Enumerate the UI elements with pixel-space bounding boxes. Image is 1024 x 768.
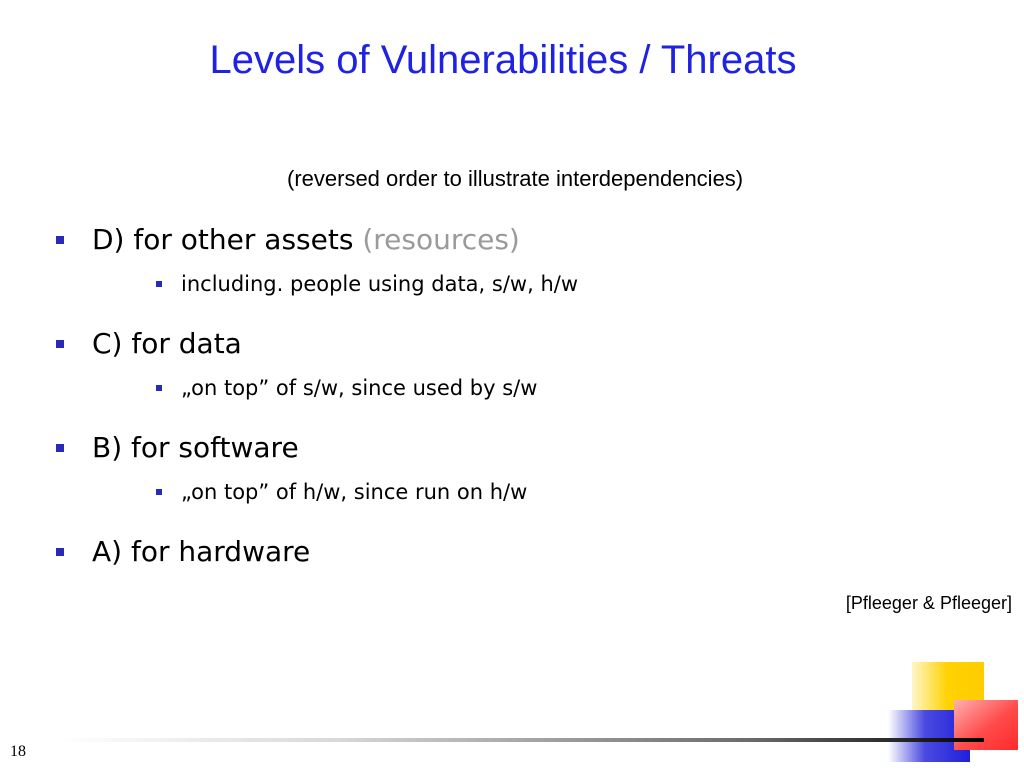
sub-bullet-text: „on top” of h/w, since run on h/w [181,480,528,504]
sub-bullet-square-icon [156,281,162,287]
bullet-square-icon [56,444,64,452]
slide-title: Levels of Vulnerabilities / Threats [209,38,797,82]
bullet-text: C) for data [92,327,242,360]
bullet-label-suffix: (resources) [362,223,520,256]
sub-bullet-text: including. people using data, s/w, h/w [181,272,579,296]
bullet-square-icon [56,548,64,556]
bullet-square-icon [56,340,64,348]
decorative-red-square [954,700,1018,750]
sub-bullet-square-icon [156,489,162,495]
footer-divider [60,738,984,742]
bullet-text [92,222,520,258]
bullet-text: A) for hardware [92,535,311,568]
page-number: 18 [10,743,26,760]
sub-bullet-text: „on top” of s/w, since used by s/w [181,376,538,400]
slide-subtitle: (reversed order to illustrate interdependencies) [287,166,744,191]
bullet-label: D) for other assets [92,223,354,256]
bullet-text: B) for software [92,431,299,464]
citation: [Pfleeger & Pfleeger] [845,593,1012,613]
sub-bullet-square-icon [156,385,162,391]
bullet-square-icon [56,236,64,244]
